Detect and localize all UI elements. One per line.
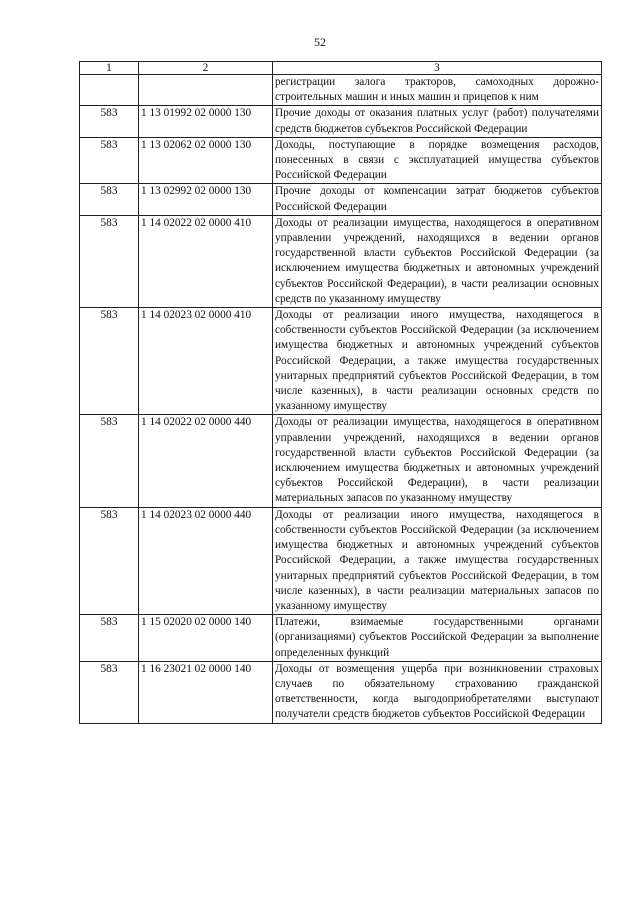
table-row bbox=[80, 106, 602, 137]
cell-admin: 583 bbox=[80, 615, 139, 662]
cell-name: Доходы от реализации имущества, находящегося в оперативном управлении учреждений, находящихся в ведении органов государственной власти субъектов Российской Федерации (за исключением имущества бюджетных и автономных учреждений субъектов Российской Федерации), в части реализации основных средств по указанному имуществу bbox=[273, 215, 602, 307]
cell-name: Доходы от реализации имущества, находящегося в оперативном управлении учреждений, находящихся в ведении органов государственной власти субъектов Российской Федерации (за исключением имущества бюджетных и автономных учреждений субъектов Российской Федерации), в части реализации материальных запасов по указанному имуществу bbox=[273, 415, 602, 507]
table-header-row bbox=[80, 62, 602, 75]
cell-name: Доходы от реализации иного имущества, находящегося в собственности субъектов Российской Федерации (за исключением имущества бюджетных и автономных учреждений субъектов Российской Федерации, а также имущества государственных унитарных предприятий субъектов Российской Федерации, в том числе казенных), в части реализации материальных запасов по указанному имуществу bbox=[273, 507, 602, 614]
table-row bbox=[80, 184, 602, 215]
cell-admin: 583 bbox=[80, 308, 139, 415]
table-row bbox=[80, 137, 602, 184]
table-row-continuation bbox=[80, 75, 602, 106]
cell-code: 1 14 02023 02 0000 410 bbox=[139, 308, 273, 415]
header-col-3: 3 bbox=[273, 62, 602, 75]
cell-name: Доходы, поступающие в порядке возмещения расходов, понесенных в связи с эксплуатацией имущества субъектов Российской Федерации bbox=[273, 137, 602, 184]
cell-admin: 583 bbox=[80, 661, 139, 723]
cell-admin bbox=[80, 75, 139, 106]
header-col-2: 2 bbox=[139, 62, 273, 75]
cell-code: 1 16 23021 02 0000 140 bbox=[139, 661, 273, 723]
revenue-table bbox=[79, 61, 602, 724]
cell-admin: 583 bbox=[80, 137, 139, 184]
cell-code: 1 13 01992 02 0000 130 bbox=[139, 106, 273, 137]
cell-code: 1 14 02022 02 0000 440 bbox=[139, 415, 273, 507]
cell-code: 1 13 02992 02 0000 130 bbox=[139, 184, 273, 215]
cell-code: 1 13 02062 02 0000 130 bbox=[139, 137, 273, 184]
table-row bbox=[80, 615, 602, 662]
cell-admin: 583 bbox=[80, 184, 139, 215]
table-row bbox=[80, 215, 602, 307]
table-row bbox=[80, 507, 602, 614]
cell-code: 1 14 02023 02 0000 440 bbox=[139, 507, 273, 614]
page-number: 52 bbox=[314, 35, 326, 49]
header-col-1: 1 bbox=[80, 62, 139, 75]
cell-admin: 583 bbox=[80, 415, 139, 507]
cell-name: Прочие доходы от компенсации затрат бюджетов субъектов Российской Федерации bbox=[273, 184, 602, 215]
cell-code bbox=[139, 75, 273, 106]
cell-name: Доходы от возмещения ущерба при возникновении страховых случаев по обязательному страхованию гражданской ответственности, когда выгодоприобретателями выступают получатели средств бюджетов субъектов Российской Федерации bbox=[273, 661, 602, 723]
table-row bbox=[80, 415, 602, 507]
cell-code: 1 14 02022 02 0000 410 bbox=[139, 215, 273, 307]
cell-name: Доходы от реализации иного имущества, находящегося в собственности субъектов Российской Федерации (за исключением имущества бюджетных и автономных учреждений субъектов Российской Федерации, а также имущества государственных унитарных предприятий субъектов Российской Федерации, в том числе казенных), в части реализации основных средств по указанному имуществу bbox=[273, 308, 602, 415]
cell-admin: 583 bbox=[80, 215, 139, 307]
cell-name: регистрации залога тракторов, самоходных дорожно-строительных машин и иных машин и прицепов к ним bbox=[273, 75, 602, 106]
cell-admin: 583 bbox=[80, 106, 139, 137]
table-row bbox=[80, 661, 602, 723]
cell-code: 1 15 02020 02 0000 140 bbox=[139, 615, 273, 662]
table-row bbox=[80, 308, 602, 415]
cell-name: Платежи, взимаемые государственными органами (организациями) субъектов Российской Федерации за выполнение определенных функций bbox=[273, 615, 602, 662]
cell-name: Прочие доходы от оказания платных услуг (работ) получателями средств бюджетов субъектов Российской Федерации bbox=[273, 106, 602, 137]
cell-admin: 583 bbox=[80, 507, 139, 614]
